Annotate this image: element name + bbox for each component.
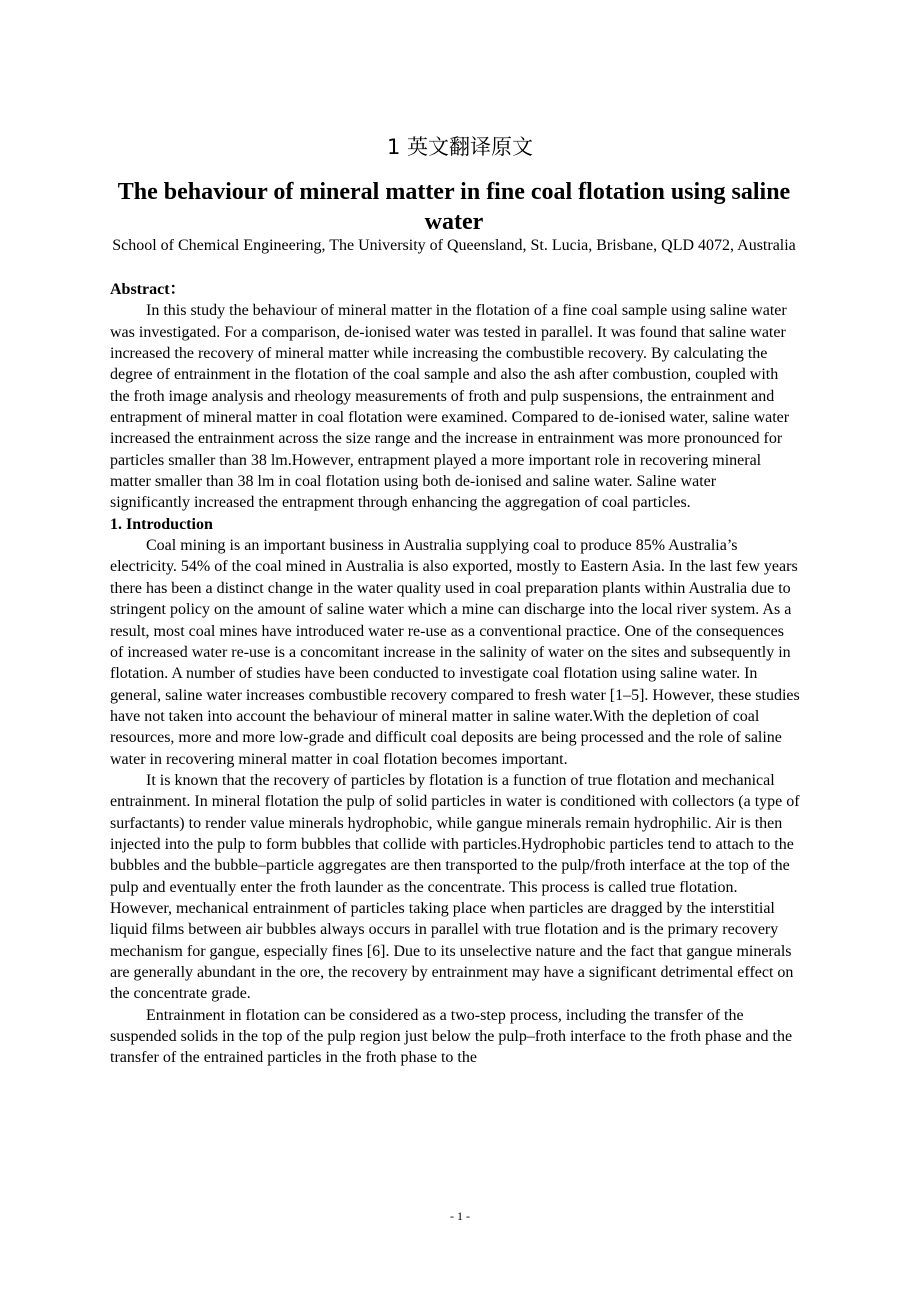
- introduction-paragraph-1: Coal mining is an important business in Australia supplying coal to produce 85% Australia’s electricity. 54% of the coal mined in Australia is also exported, mostly to Eastern Asia. In the last few years there has been a distinct change in the water quality used in coal preparation plants within Australia due to stringent policy on the amount of saline water which a mine can discharge into the local river system. As a result, most coal mines have introduced water re-use as a conventional practice. One of the consequences of increased water re-use is a concomitant increase in the salinity of water on the sites and subsequently in flotation. A number of studies have been conducted to investigate coal flotation using saline water. In general, saline water increases combustible recovery compared to fresh water [1–5]. However, these studies have not taken into account the behaviour of mineral matter in saline water.With the depletion of coal resources, more and more low-grade and difficult coal deposits are being processed and the role of saline water in recovering mineral matter in coal flotation becomes important.: [110, 537, 800, 768]
- introduction-paragraph-2: It is known that the recovery of particles by flotation is a function of true flotation and mechanical entrainment. In mineral flotation the pulp of solid particles in water is conditioned with collectors (a type of surfactants) to render value minerals hydrophobic, while gangue minerals remain hydrophilic. Air is then injected into the pulp to form bubbles that collide with particles.Hydrophobic particles tend to attach to the bubbles and the bubble–particle aggregates are then transported to the pulp/froth interface at the top of the pulp and eventually enter the froth launder as the concentrate. This process is called true flotation. However, mechanical entrainment of particles taking place when particles are dragged by the interstitial liquid films between air bubbles always occurs in parallel with true flotation and is the primary recovery mechanism for gangue, especially fines [6]. Due to its unselective nature and the fact that gangue minerals are generally abundant in the ore, the recovery by entrainment may have a significant detrimental effect on the concentrate grade.: [110, 771, 800, 1003]
- introduction-paragraph-3: Entrainment in flotation can be considered as a two-step process, including the transfer of the suspended solids in the top of the pulp region just below the pulp–froth interface to the froth phase and the transfer of the entrained particles in the froth phase to the: [110, 1006, 793, 1067]
- section-heading: 1 英文翻译原文: [386, 135, 534, 159]
- author-affiliation: School of Chemical Engineering, The University of Queensland, St. Lucia, Brisbane, QLD 4072, Australia: [112, 237, 796, 254]
- introduction-heading: 1. Introduction: [110, 515, 213, 533]
- abstract-paragraph: In this study the behaviour of mineral matter in the flotation of a fine coal sample using saline water was investigated. For a comparison, de-ionised water was tested in parallel. It was found that saline water increased the recovery of mineral matter while increasing the combustible recovery. By calculating the degree of entrainment in the flotation of the coal sample and also the ash after combustion, coupled with the froth image analysis and rheology measurements of froth and pulp suspensions, the entrainment and entrapment of mineral matter in coal flotation were examined. Compared to de-ionised water, saline water increased the entrainment across the size range and the increase in entrainment was more pronounced for particles smaller than 38 lm.However, entrapment played a more important role in recovering mineral matter smaller than 38 lm in coal flotation using both de-ionised and saline water. Saline water significantly increased the entrapment through enhancing the aggregation of coal particles.: [110, 302, 790, 512]
- page-number: - 1 -: [450, 1209, 470, 1223]
- abstract-heading: Abstract：: [110, 281, 186, 298]
- body-text: [110, 279, 800, 1069]
- paper-title: The behaviour of mineral matter in fine coal flotation using saline water: [117, 179, 791, 235]
